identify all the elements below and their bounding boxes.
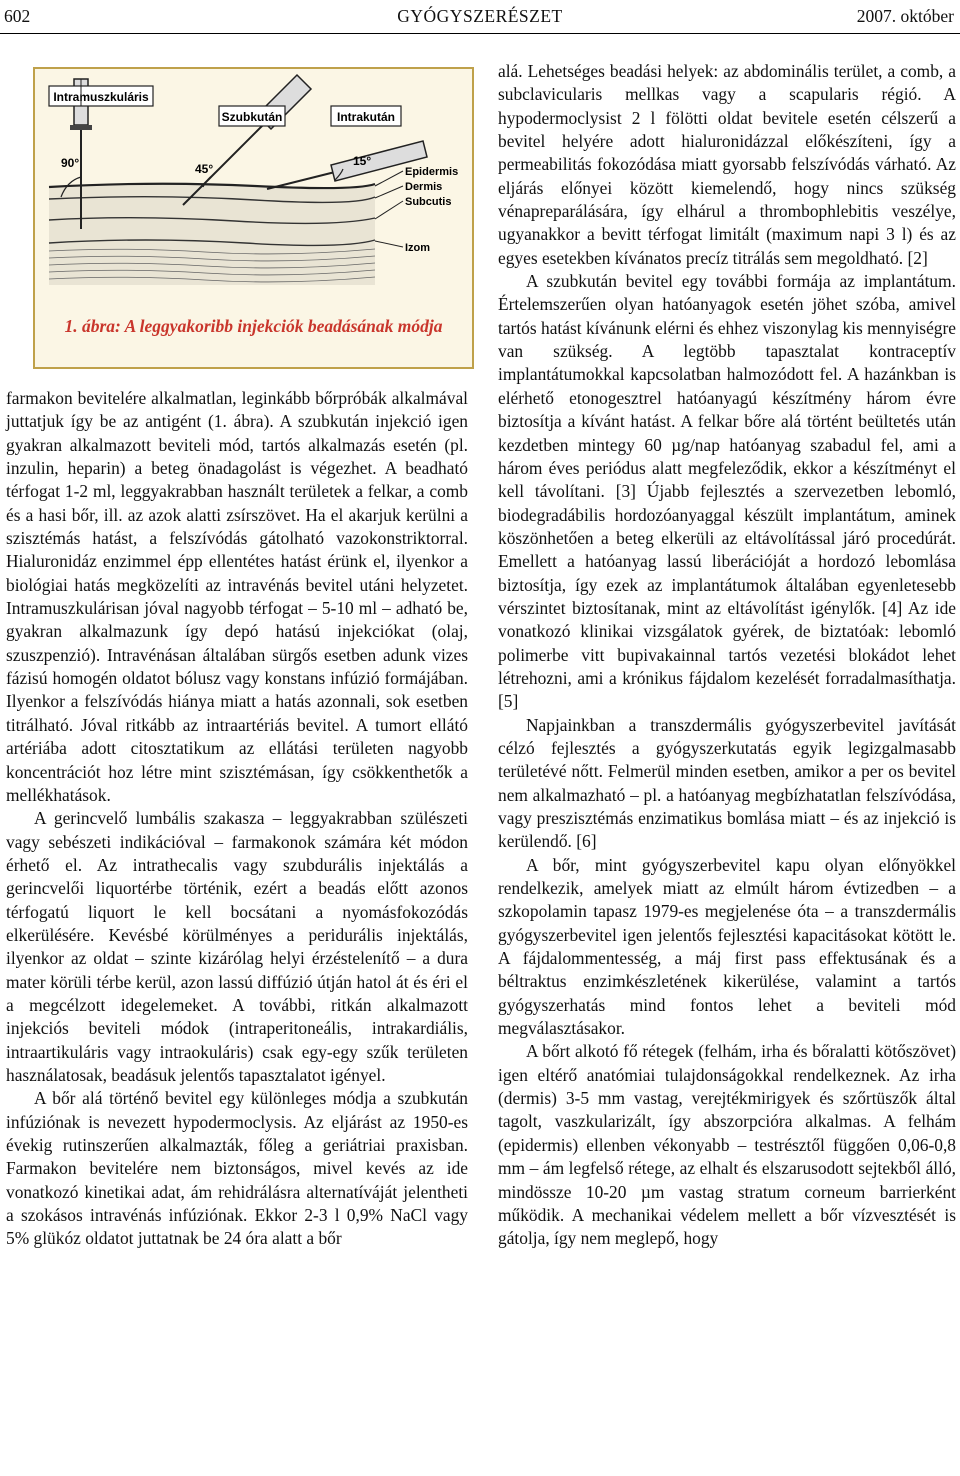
issue-date: 2007. október xyxy=(856,6,954,26)
intracutaneous-syringe xyxy=(267,141,427,189)
skin-area xyxy=(49,184,375,285)
subcutis-label: Subcutis xyxy=(405,196,452,208)
figure-1 xyxy=(33,67,474,369)
page-number: 602 xyxy=(4,6,31,26)
header-rule xyxy=(0,33,960,34)
muscle-label: Izom xyxy=(405,242,431,254)
paragraph: A szubkután bevitel egy további formája az implantátum. Értelemszerűen olyan hatóanyagok esetén jöhet szóba, amivel tartós hatást kívánunk elérni és ehhez viszonylag kis mennyiségre van szükség. A legtöbb tapasztalat kontraceptív implantátumokkal kapcsolatban halmozódott fel. A hazánkban is elérhető etonogesztrel hatóanyagú készítmény három évre biztosítja a kívánt hatást. A felkar bőre alá történt beültetés után kezdetben mintegy 60 µg/nap hatóanyag szabadul fel, ami a három éves periódus alatt megfeleződik, ekkor a készítményt el kell távolítani. [3] Újabb fejlesztés a szervezetben lebomló, biodegradábilis hordozóanyaggal készült implantátum, aminek köszönhetően a beteg elkerüli az eltávolítással járó procedúrát. Emellett a hatóanyag lassú liberációját a hordozó lebomlása biztosítja, így ezek az implantátumok általában egyenletesebb vérszintet biztosítanak, mint az eltávolítást igénylők. [4] Az ide vonatkozó klinikai vizsgálatok gyérek, de biztatóak: lebomló polimerbe vitt bupivakainnal tartós vezetési blokádot lehet létrehozni, ami a krónikus fájdalom kezelését forradalmasíthatja. [5] xyxy=(498,271,956,712)
paragraph: A bőr alá történő bevitel egy különleges módja a szubkután infúziónak is nevezett hypodermoclysis. Az eljárást az 1950-es évekig rutinszerűen alkalmazták, főleg a geriátriai praxisban. Farmakon bevitelére nem biztonságos, mivel kevés az ide vonatkozó kinetikai adat, ám rehidrálásra alternatíváját jelentheti a szokásos intravénás infúziónak. Ekkor 2-3 l 0,9% NaCl vagy 5% glükóz oldatot juttatnak be 24 óra alatt a bőr xyxy=(6,1088,468,1249)
paragraph: alá. Lehetséges beadási helyek: az abdominális terület, a comb, a subclavicularis mellkas vagy a scapularis régió. A hypodermoclysist 2 l fölötti oldat bevitele esetén célszerű a bevitel helyére adott hialuronidázzal előkészíteni, így a permeabilitás fokozódása miatt gyorsabb felszívódás várható. Az eljárás előnyei között kiemelendő, hogy nincs szükség vénapreparálására, így elhárul a thrombophlebitis veszélye, ugyanakkor a bevitt térfogat limitált (maximum napi 3 l) és az egyes esetekben kívánatos precíz titrálás sem megoldható. [2] xyxy=(498,61,956,268)
subcutaneous-label: Szubkután xyxy=(221,110,283,124)
angle90-label: 90° xyxy=(61,156,80,170)
journal-title: GYÓGYSZERÉSZET xyxy=(397,6,563,26)
intracutaneous-label: Intrakután xyxy=(336,110,396,124)
right-column xyxy=(498,60,956,1251)
angle15-label: 15° xyxy=(353,154,372,168)
paragraph: farmakon bevitelére alkalmatlan, leginkább bőrpróbák alkalmával juttatjuk így be az antigént (1. ábra). A szubkután injekció igen gyakran alkalmazott beviteli mód, tartós alkalmazás esetén (pl. inzulin, heparin) a beteg önadagolást is végezhet. A beadható térfogat 1-2 ml, leggyakrabban használt területek a felkar, a comb és a hasi bőr, ill. az azok alatti zsírszövet. Ha el akarjuk kerülni a szisztémás hatást, a felszívódás gátolható vazokonstriktorral. Hialuronidáz enzimmel épp ellentétes hatást érünk el, ilyenkor a biológiai hatás megközelíti az intravénás bevitel utáni helyzetet. Intramuszkulárisan jóval nagyobb térfogat – 5-10 ml – adható be, gyakran alkalmazunk így depó hatású injekciókat (olaj, szuszpenzió). Intravénásan általában sürgős esetben adunk vizes fázisú homogén oldatot bólusz vagy konstans infúzió formájában. Ilyenkor a felszívódás hiánya miatt a hatás azonnali, sok esetben titrálható. Jóval ritkább az intraartériás bevitel. A tumort ellátó artériába adott citosztatikum az ellátási területen nagyobb koncentrációt hoz létre mint szisztémásan, így csökkenthetők a mellékhatások. xyxy=(6,388,468,805)
paragraph: A bőrt alkotó fő rétegek (felhám, irha és bőralatti kötőszövet) igen eltérő anatómiai tulajdonságokkal rendelkeznek. Az irha (dermis) 3-5 mm vastag, verejtékmirigyek és szőrtüszők által tagolt, vaszkularizált, így abszorpcióra alkalmas. A felhám (epidermis) ellenben vékonyabb – testrésztől függően 0,06-0,8 mm – ám legfelső rétege, az elhalt és elszarusodott sejtekből álló, mindössze 10-20 µm vastag stratum corneum barrierként működik. A mechanikai védelem mellett a bőr vízvesztését is gátolja, így nem meglepő, hogy xyxy=(498,1041,956,1249)
layer-pointers xyxy=(375,171,403,247)
figure-caption: 1. ábra: A leggyakoribb injekciók beadásának módja xyxy=(64,316,443,336)
paragraph: A bőr, mint gyógyszerbevitel kapu olyan előnyökkel rendelkezik, amelyek miatt az elmúlt három évtizedben – a szkopolamin tapasz 1979-es megjelenése óta – a transzdermális gyógyszerbevitel igen jelentős fejlesztési kapacitásokat kötött le. A fájdalommentesség, a máj first pass effektusának és a béltraktus enzimkészletének kikerülése, valamint a tartós gyógyszerhatás mind fontos lehet a beviteli mód megválasztásakor. xyxy=(498,854,956,1039)
left-column xyxy=(6,387,468,1251)
epidermis-label: Epidermis xyxy=(405,166,459,178)
angle45-label: 45° xyxy=(195,162,214,176)
dermis-label: Dermis xyxy=(405,181,443,193)
page-header xyxy=(0,0,960,34)
intramuscular-label: Intramuszkuláris xyxy=(53,90,149,104)
paragraph: Napjainkban a transzdermális gyógyszerbevitel javítását célzó fejlesztés a gyógyszerkutatás egyik legizgalmasabb területévé nőtt. Felmerül minden esetben, amikor a per os bevitel nem alkalmazható – pl. a hatóanyag megbízhatatlan felszívódása, vagy preszisztémás enzimatikus bomlása miatt – és az injekció is kerülendő. [6] xyxy=(498,714,956,852)
paragraph: A gerincvelő lumbális szakasza – leggyakrabban szülészeti vagy sebészeti indikációval – farmakonok számára két módon érhető el. Az intrathecalis vagy szubdurális injektálás a gerincvelői liquortérbe történik, ezért a beadás előtt azonos térfogatú liquort le kell bocsátani a nyomásfokozódás elkerülésére. Kevésbé körülményes a peridurális injektálás, ilyenkor az oldat – szinte kizárólag helyi érzéstelenítő – a dura mater körüli térbe kerül, azon lassú diffúzió útján hatol át és éri el a megcélzott idegelemeket. A további, ritkán alkalmazott injekciós beviteli módok (intraperitoneális, intrakardiális, intraartikuláris vagy intraokuláris) csak egy-egy szűk területen használatosak, beadásuk jelentős tapasztalatot igényel. xyxy=(6,808,468,1085)
